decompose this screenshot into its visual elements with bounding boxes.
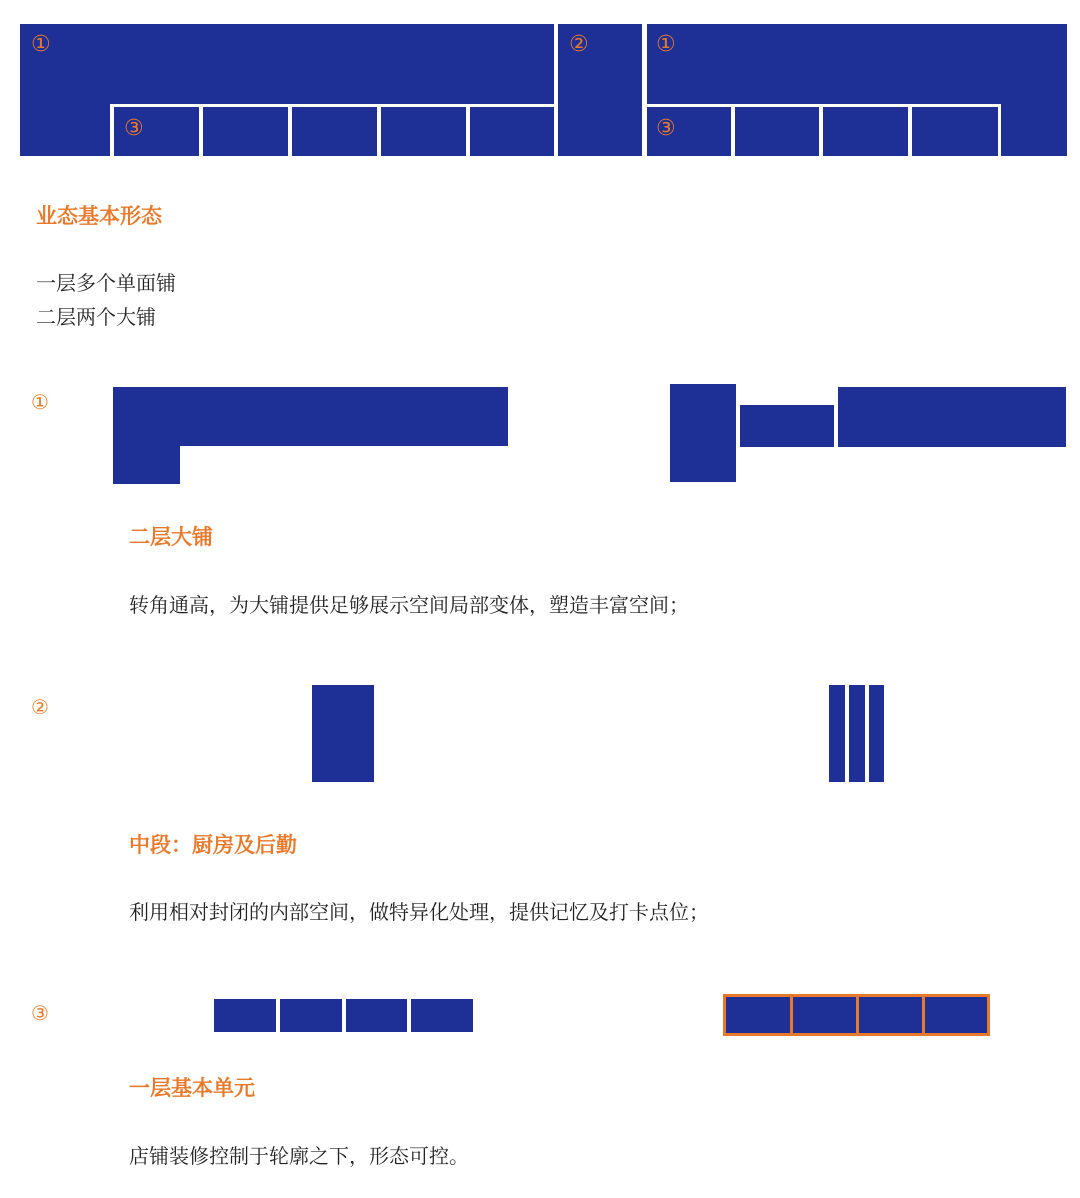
section1-description: 转角通高，为大铺提供足够展示空间局部变体，塑造丰富空间；: [129, 593, 689, 617]
section1-title: 二层大铺: [129, 525, 213, 549]
section1-small-block: [740, 405, 834, 447]
left-unit-4: [381, 107, 466, 156]
section3-marker: ③: [31, 1001, 49, 1025]
right-unit-3: [823, 107, 908, 156]
top-plan-diagram: [0, 0, 1080, 160]
section2-strip-2: [849, 685, 865, 782]
section3-unit-3: [346, 999, 407, 1032]
top-label-3-left: ③: [124, 116, 144, 141]
right-unit-4: [912, 107, 998, 156]
intro-title: 业态基本形态: [36, 204, 162, 228]
section2-marker: ②: [31, 695, 49, 719]
section3-unit-2: [280, 999, 342, 1032]
section1-tall-block: [670, 384, 736, 482]
section3-unit-1: [214, 999, 276, 1032]
section2-title: 中段：厨房及后勤: [129, 833, 297, 857]
section1-marker: ①: [31, 390, 49, 414]
right-unit-2: [735, 107, 819, 156]
left-unit-2: [203, 107, 288, 156]
top-label-2: ②: [569, 32, 589, 57]
section1-l-shape-leg: [113, 387, 180, 484]
section3-units-outlined: [723, 994, 990, 1036]
right-large-shop-leg: [1001, 24, 1067, 156]
section2-strip-1: [829, 685, 845, 782]
section1-wide-block: [838, 387, 1066, 447]
section3-outlined-unit-4: [925, 997, 987, 1033]
section3-description: 店铺装修控制于轮廓之下，形态可控。: [129, 1144, 469, 1168]
top-label-1-right: ①: [656, 32, 676, 57]
section3-unit-4: [411, 999, 473, 1032]
section2-single-block: [312, 685, 374, 782]
section2-strip-3: [869, 685, 884, 782]
section3-outlined-unit-1: [726, 997, 790, 1033]
top-label-3-right: ③: [656, 116, 676, 141]
intro-line-1: 一层多个单面铺: [36, 271, 176, 295]
section3-outlined-unit-2: [793, 997, 856, 1033]
section2-description: 利用相对封闭的内部空间，做特异化处理，提供记忆及打卡点位；: [129, 900, 709, 924]
intro-line-2: 二层两个大铺: [36, 305, 156, 329]
section3-title: 一层基本单元: [129, 1076, 255, 1100]
left-unit-5: [470, 107, 554, 156]
top-label-1-left: ①: [31, 32, 51, 57]
section3-outlined-unit-3: [859, 997, 922, 1033]
left-unit-3: [292, 107, 377, 156]
